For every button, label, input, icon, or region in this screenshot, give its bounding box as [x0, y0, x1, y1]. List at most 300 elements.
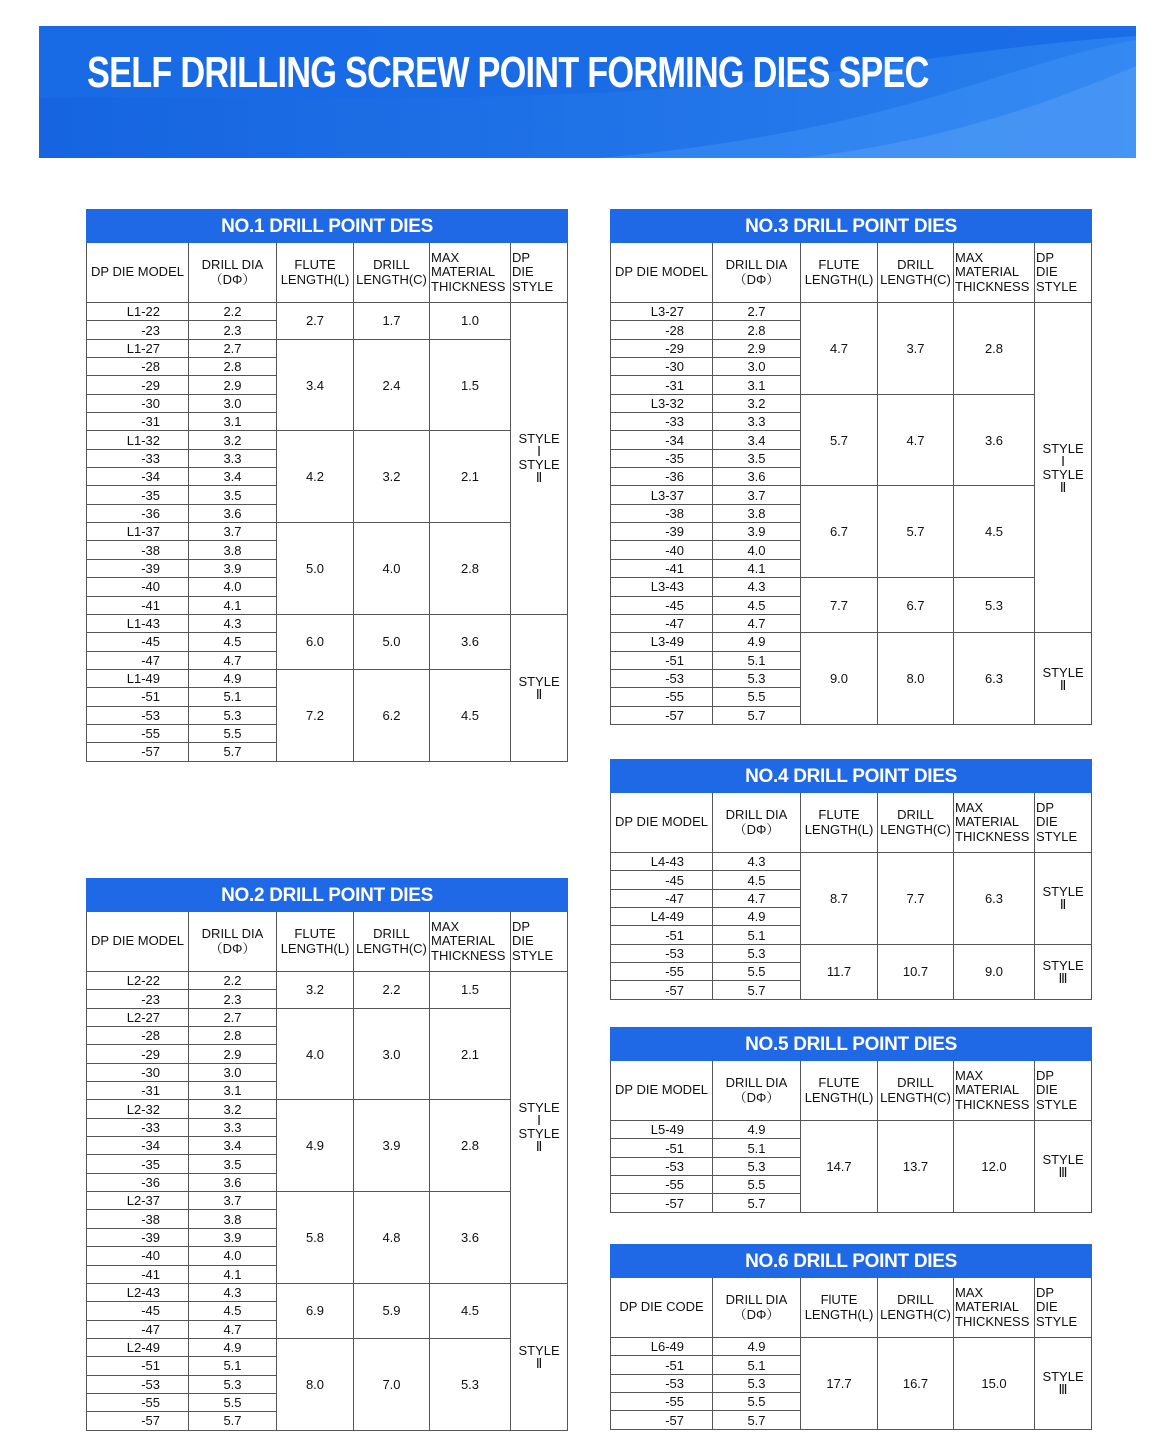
die-model-cell: -53: [611, 1157, 713, 1175]
header-max-thickness: MAX MATERIAL THICKNESS: [430, 243, 511, 303]
table-title-row: [611, 210, 1092, 243]
title-banner: [39, 26, 1136, 158]
header-flute-length: FlUTE LENGTH(L): [801, 1278, 878, 1338]
die-model-cell: -51: [87, 1357, 189, 1375]
die-model-cell: -41: [87, 1265, 189, 1283]
die-model-cell: -34: [87, 468, 189, 486]
drill-dia-cell: 2.3: [189, 990, 277, 1008]
die-model-cell: -31: [87, 1082, 189, 1100]
die-model-cell: L2-27: [87, 1008, 189, 1026]
drill-dia-cell: 5.5: [713, 1176, 801, 1194]
drill-dia-cell: 3.9: [189, 1228, 277, 1246]
drill-dia-cell: 4.1: [713, 559, 801, 577]
die-style-cell: STYLE Ⅲ: [1035, 1338, 1092, 1430]
table-header-row: [611, 243, 1092, 303]
header-die-style: DP DIE STYLE: [1035, 1278, 1092, 1338]
header-max-thickness: MAX MATERIAL THICKNESS: [430, 912, 511, 972]
drill-dia-cell: 4.3: [189, 1283, 277, 1301]
drill-dia-cell: 3.0: [713, 358, 801, 376]
die-model-cell: -57: [611, 981, 713, 999]
drill-dia-cell: 5.7: [189, 1412, 277, 1430]
die-model-cell: L1-37: [87, 523, 189, 541]
die-model-cell: -28: [87, 358, 189, 376]
die-style-cell: STYLE Ⅲ: [1035, 1121, 1092, 1213]
table-row: [87, 1338, 568, 1356]
drill-dia-cell: 5.3: [189, 1375, 277, 1393]
drill-dia-cell: 5.5: [189, 724, 277, 742]
header-drill-dia: DRILL DIA （DΦ）: [189, 243, 277, 303]
table-row: [87, 339, 568, 357]
flute-length-cell: 17.7: [801, 1338, 878, 1430]
max-thickness-cell: 2.1: [430, 431, 511, 523]
drill-dia-cell: 2.7: [189, 339, 277, 357]
die-model-cell: -31: [87, 413, 189, 431]
die-model-cell: L4-43: [611, 853, 713, 871]
table-row: [87, 1100, 568, 1118]
drill-dia-cell: 3.1: [189, 413, 277, 431]
drill-dia-cell: 2.9: [189, 376, 277, 394]
die-model-cell: -34: [87, 1137, 189, 1155]
die-model-cell: -55: [87, 1393, 189, 1411]
drill-dia-cell: 3.5: [713, 449, 801, 467]
header-drill-dia: DRILL DIA （DΦ）: [713, 243, 801, 303]
table-no4-drill-point-dies: [610, 759, 1092, 1000]
table-row: [611, 394, 1092, 412]
drill-dia-cell: 3.5: [189, 486, 277, 504]
drill-length-cell: 6.2: [354, 669, 430, 761]
die-model-cell: -45: [611, 871, 713, 889]
drill-dia-cell: 5.1: [713, 1356, 801, 1374]
flute-length-cell: 5.7: [801, 394, 878, 486]
header-drill-dia: DRILL DIA （DΦ）: [713, 793, 801, 853]
drill-dia-cell: 3.1: [713, 376, 801, 394]
drill-length-cell: 7.7: [878, 853, 954, 945]
drill-length-cell: 2.4: [354, 339, 430, 431]
die-model-cell: -38: [87, 541, 189, 559]
drill-dia-cell: 4.0: [189, 1247, 277, 1265]
drill-dia-cell: 5.7: [713, 1411, 801, 1429]
die-model-cell: -57: [611, 706, 713, 724]
drill-dia-cell: 5.1: [713, 651, 801, 669]
flute-length-cell: 3.4: [277, 339, 354, 431]
flute-length-cell: 5.0: [277, 523, 354, 615]
header-model: DP DIE MODEL: [87, 912, 189, 972]
die-style-cell: STYLE Ⅰ STYLE Ⅱ: [1035, 303, 1092, 633]
die-style-cell: STYLE Ⅱ: [511, 1283, 568, 1430]
die-model-cell: -35: [611, 449, 713, 467]
die-model-cell: -45: [87, 633, 189, 651]
drill-length-cell: 16.7: [878, 1338, 954, 1430]
die-model-cell: -41: [611, 559, 713, 577]
die-model-cell: L1-43: [87, 614, 189, 632]
die-model-cell: -39: [87, 1228, 189, 1246]
drill-length-cell: 6.7: [878, 578, 954, 633]
header-drill-length: DRILL LENGTH(C): [878, 793, 954, 853]
drill-dia-cell: 5.7: [713, 981, 801, 999]
die-model-cell: -29: [87, 376, 189, 394]
drill-length-cell: 10.7: [878, 944, 954, 999]
max-thickness-cell: 5.3: [954, 578, 1035, 633]
die-model-cell: -55: [611, 688, 713, 706]
die-style-cell: STYLE Ⅰ STYLE Ⅱ: [511, 303, 568, 615]
header-max-thickness: MAX MATERIAL THICKNESS: [954, 243, 1035, 303]
drill-dia-cell: 4.3: [189, 614, 277, 632]
drill-dia-cell: 3.1: [189, 1082, 277, 1100]
table-header-row: [611, 793, 1092, 853]
drill-dia-cell: 4.5: [713, 871, 801, 889]
table-row: [611, 1338, 1092, 1356]
table-row: [87, 1283, 568, 1301]
drill-dia-cell: 2.7: [713, 303, 801, 321]
drill-dia-cell: 4.7: [189, 651, 277, 669]
drill-dia-cell: 3.7: [189, 523, 277, 541]
die-model-cell: -57: [87, 1412, 189, 1430]
flute-length-cell: 11.7: [801, 944, 878, 999]
header-drill-dia: DRILL DIA （DΦ）: [713, 1278, 801, 1338]
die-model-cell: -45: [87, 1302, 189, 1320]
die-model-cell: -53: [87, 706, 189, 724]
header-model: DP DIE MODEL: [611, 1061, 713, 1121]
die-model-cell: -51: [611, 651, 713, 669]
flute-length-cell: 2.7: [277, 303, 354, 340]
table-header-row: [87, 243, 568, 303]
drill-dia-cell: 5.3: [713, 944, 801, 962]
die-style-cell: STYLE Ⅱ: [511, 614, 568, 761]
die-style-cell: STYLE Ⅱ: [1035, 853, 1092, 945]
drill-dia-cell: 4.7: [713, 889, 801, 907]
drill-dia-cell: 5.3: [713, 1374, 801, 1392]
drill-dia-cell: 4.3: [713, 578, 801, 596]
drill-dia-cell: 4.9: [713, 908, 801, 926]
die-model-cell: L4-49: [611, 908, 713, 926]
die-model-cell: -39: [87, 559, 189, 577]
table-row: [87, 1008, 568, 1026]
drill-dia-cell: 3.8: [189, 541, 277, 559]
die-model-cell: -55: [87, 724, 189, 742]
drill-dia-cell: 5.5: [713, 1393, 801, 1411]
header-flute-length: FLUTE LENGTH(L): [277, 912, 354, 972]
die-model-cell: L1-22: [87, 303, 189, 321]
drill-dia-cell: 3.7: [713, 486, 801, 504]
die-model-cell: -51: [611, 926, 713, 944]
drill-length-cell: 3.2: [354, 431, 430, 523]
table-title: NO.6 DRILL POINT DIES: [611, 1245, 1092, 1278]
table-no1-drill-point-dies: [86, 209, 568, 762]
drill-dia-cell: 3.6: [189, 1173, 277, 1191]
drill-length-cell: 4.0: [354, 523, 430, 615]
max-thickness-cell: 3.6: [430, 614, 511, 669]
drill-dia-cell: 3.6: [189, 504, 277, 522]
table-row: [611, 303, 1092, 321]
die-model-cell: -40: [87, 578, 189, 596]
drill-dia-cell: 5.7: [713, 706, 801, 724]
drill-dia-cell: 3.3: [189, 449, 277, 467]
drill-dia-cell: 2.9: [713, 339, 801, 357]
die-model-cell: -33: [87, 1118, 189, 1136]
table-row: [611, 944, 1092, 962]
header-flute-length: FLUTE LENGTH(L): [801, 1061, 878, 1121]
drill-dia-cell: 3.4: [189, 468, 277, 486]
table-row: [87, 972, 568, 990]
die-model-cell: -53: [611, 944, 713, 962]
die-model-cell: -55: [611, 1393, 713, 1411]
drill-length-cell: 13.7: [878, 1121, 954, 1213]
flute-length-cell: 14.7: [801, 1121, 878, 1213]
drill-length-cell: 1.7: [354, 303, 430, 340]
die-model-cell: -36: [611, 468, 713, 486]
drill-dia-cell: 3.7: [189, 1192, 277, 1210]
flute-length-cell: 4.7: [801, 303, 878, 395]
table-title: NO.3 DRILL POINT DIES: [611, 210, 1092, 243]
die-model-cell: -57: [87, 743, 189, 761]
drill-dia-cell: 3.2: [189, 431, 277, 449]
flute-length-cell: 6.9: [277, 1283, 354, 1338]
drill-length-cell: 3.7: [878, 303, 954, 395]
die-model-cell: -31: [611, 376, 713, 394]
header-model: DP DIE MODEL: [611, 243, 713, 303]
drill-dia-cell: 4.7: [713, 614, 801, 632]
header-drill-length: DRILL LENGTH(C): [354, 912, 430, 972]
die-model-cell: L2-32: [87, 1100, 189, 1118]
flute-length-cell: 5.8: [277, 1192, 354, 1284]
table-no3-drill-point-dies: [610, 209, 1092, 725]
flute-length-cell: 7.7: [801, 578, 878, 633]
drill-dia-cell: 4.0: [189, 578, 277, 596]
max-thickness-cell: 12.0: [954, 1121, 1035, 1213]
max-thickness-cell: 6.3: [954, 633, 1035, 725]
drill-dia-cell: 3.8: [713, 504, 801, 522]
table-title: NO.1 DRILL POINT DIES: [87, 210, 568, 243]
drill-dia-cell: 4.3: [713, 853, 801, 871]
drill-dia-cell: 4.5: [713, 596, 801, 614]
table-no2-drill-point-dies: [86, 878, 568, 1431]
drill-dia-cell: 5.1: [189, 688, 277, 706]
drill-dia-cell: 4.9: [713, 633, 801, 651]
die-model-cell: -36: [87, 504, 189, 522]
die-model-cell: -47: [611, 889, 713, 907]
header-die-style: DP DIE STYLE: [1035, 1061, 1092, 1121]
die-model-cell: L1-49: [87, 669, 189, 687]
table-row: [87, 1192, 568, 1210]
drill-dia-cell: 4.9: [713, 1338, 801, 1356]
die-model-cell: -51: [87, 688, 189, 706]
die-model-cell: -30: [611, 358, 713, 376]
die-model-cell: L1-27: [87, 339, 189, 357]
flute-length-cell: 6.7: [801, 486, 878, 578]
drill-dia-cell: 2.8: [189, 1027, 277, 1045]
table-header-row: [611, 1061, 1092, 1121]
drill-dia-cell: 3.5: [189, 1155, 277, 1173]
max-thickness-cell: 3.6: [430, 1192, 511, 1284]
die-model-cell: L1-32: [87, 431, 189, 449]
drill-dia-cell: 3.9: [713, 523, 801, 541]
table-row: [87, 431, 568, 449]
drill-dia-cell: 2.9: [189, 1045, 277, 1063]
max-thickness-cell: 4.5: [954, 486, 1035, 578]
drill-dia-cell: 5.3: [713, 669, 801, 687]
die-model-cell: -34: [611, 431, 713, 449]
table-row: [87, 523, 568, 541]
header-drill-length: DRILL LENGTH(C): [354, 243, 430, 303]
drill-dia-cell: 4.9: [713, 1121, 801, 1139]
drill-length-cell: 4.8: [354, 1192, 430, 1284]
table-title-row: [611, 1028, 1092, 1061]
die-model-cell: L3-43: [611, 578, 713, 596]
die-model-cell: L5-49: [611, 1121, 713, 1139]
die-model-cell: -57: [611, 1194, 713, 1212]
drill-length-cell: 5.7: [878, 486, 954, 578]
die-model-cell: -23: [87, 321, 189, 339]
die-model-cell: L3-49: [611, 633, 713, 651]
max-thickness-cell: 1.5: [430, 339, 511, 431]
flute-length-cell: 4.0: [277, 1008, 354, 1100]
header-drill-dia: DRILL DIA （DΦ）: [713, 1061, 801, 1121]
header-die-style: DP DIE STYLE: [1035, 793, 1092, 853]
die-model-cell: -45: [611, 596, 713, 614]
drill-dia-cell: 4.5: [189, 1302, 277, 1320]
drill-dia-cell: 4.9: [189, 1338, 277, 1356]
table-title-row: [87, 879, 568, 912]
drill-dia-cell: 2.2: [189, 303, 277, 321]
table-title-row: [611, 1245, 1092, 1278]
drill-dia-cell: 3.3: [713, 413, 801, 431]
die-model-cell: -51: [611, 1356, 713, 1374]
max-thickness-cell: 1.5: [430, 972, 511, 1009]
die-model-cell: -35: [87, 486, 189, 504]
max-thickness-cell: 9.0: [954, 944, 1035, 999]
header-model: DP DIE MODEL: [87, 243, 189, 303]
die-style-cell: STYLE Ⅰ STYLE Ⅱ: [511, 972, 568, 1284]
drill-dia-cell: 5.3: [713, 1157, 801, 1175]
drill-dia-cell: 4.1: [189, 1265, 277, 1283]
header-die-style: DP DIE STYLE: [511, 243, 568, 303]
die-model-cell: -33: [611, 413, 713, 431]
max-thickness-cell: 2.8: [954, 303, 1035, 395]
max-thickness-cell: 15.0: [954, 1338, 1035, 1430]
header-max-thickness: MAX MATERIAL THICKNESS: [954, 1278, 1035, 1338]
flute-length-cell: 6.0: [277, 614, 354, 669]
drill-length-cell: 3.9: [354, 1100, 430, 1192]
table-row: [611, 853, 1092, 871]
die-model-cell: -55: [611, 1176, 713, 1194]
drill-dia-cell: 5.5: [713, 963, 801, 981]
drill-dia-cell: 4.0: [713, 541, 801, 559]
table-row: [611, 1121, 1092, 1139]
table-title-row: [611, 760, 1092, 793]
die-model-cell: L6-49: [611, 1338, 713, 1356]
drill-dia-cell: 4.5: [189, 633, 277, 651]
drill-length-cell: 2.2: [354, 972, 430, 1009]
die-model-cell: -28: [611, 321, 713, 339]
drill-dia-cell: 5.5: [713, 688, 801, 706]
header-drill-length: DRILL LENGTH(C): [878, 1061, 954, 1121]
die-model-cell: -35: [87, 1155, 189, 1173]
drill-dia-cell: 5.7: [189, 743, 277, 761]
die-model-cell: -53: [87, 1375, 189, 1393]
drill-dia-cell: 3.3: [189, 1118, 277, 1136]
flute-length-cell: 3.2: [277, 972, 354, 1009]
max-thickness-cell: 5.3: [430, 1338, 511, 1430]
flute-length-cell: 4.2: [277, 431, 354, 523]
die-model-cell: -36: [87, 1173, 189, 1191]
die-style-cell: STYLE Ⅲ: [1035, 944, 1092, 999]
drill-dia-cell: 2.7: [189, 1008, 277, 1026]
header-flute-length: FLUTE LENGTH(L): [277, 243, 354, 303]
header-model: DP DIE CODE: [611, 1278, 713, 1338]
table-no6-drill-point-dies: [610, 1244, 1092, 1430]
max-thickness-cell: 3.6: [954, 394, 1035, 486]
drill-dia-cell: 3.0: [189, 1063, 277, 1081]
header-model: DP DIE MODEL: [611, 793, 713, 853]
max-thickness-cell: 1.0: [430, 303, 511, 340]
table-title-row: [87, 210, 568, 243]
page-title: SELF DRILLING SCREW POINT FORMING DIES SPEC: [87, 48, 929, 97]
die-style-cell: STYLE Ⅱ: [1035, 633, 1092, 725]
header-drill-length: DRILL LENGTH(C): [878, 243, 954, 303]
header-max-thickness: MAX MATERIAL THICKNESS: [954, 793, 1035, 853]
drill-dia-cell: 5.1: [189, 1357, 277, 1375]
max-thickness-cell: 4.5: [430, 1283, 511, 1338]
die-model-cell: -29: [87, 1045, 189, 1063]
drill-dia-cell: 3.2: [713, 394, 801, 412]
drill-dia-cell: 5.7: [713, 1194, 801, 1212]
drill-dia-cell: 3.4: [189, 1137, 277, 1155]
die-model-cell: -39: [611, 523, 713, 541]
drill-dia-cell: 3.4: [713, 431, 801, 449]
die-model-cell: -38: [87, 1210, 189, 1228]
die-model-cell: -28: [87, 1027, 189, 1045]
die-model-cell: -40: [611, 541, 713, 559]
table-title: NO.2 DRILL POINT DIES: [87, 879, 568, 912]
drill-dia-cell: 3.8: [189, 1210, 277, 1228]
header-max-thickness: MAX MATERIAL THICKNESS: [954, 1061, 1035, 1121]
die-model-cell: -57: [611, 1411, 713, 1429]
die-model-cell: -53: [611, 1374, 713, 1392]
header-flute-length: FLUTE LENGTH(L): [801, 243, 878, 303]
die-model-cell: L2-43: [87, 1283, 189, 1301]
max-thickness-cell: 6.3: [954, 853, 1035, 945]
max-thickness-cell: 2.8: [430, 1100, 511, 1192]
die-model-cell: -40: [87, 1247, 189, 1265]
table-no5-drill-point-dies: [610, 1027, 1092, 1213]
flute-length-cell: 7.2: [277, 669, 354, 761]
drill-dia-cell: 5.3: [189, 706, 277, 724]
drill-dia-cell: 5.1: [713, 1139, 801, 1157]
flute-length-cell: 4.9: [277, 1100, 354, 1192]
table-row: [611, 486, 1092, 504]
die-model-cell: -30: [87, 394, 189, 412]
die-model-cell: -30: [87, 1063, 189, 1081]
drill-length-cell: 5.9: [354, 1283, 430, 1338]
table-row: [87, 614, 568, 632]
die-model-cell: L2-49: [87, 1338, 189, 1356]
drill-length-cell: 5.0: [354, 614, 430, 669]
table-header-row: [611, 1278, 1092, 1338]
header-flute-length: FLUTE LENGTH(L): [801, 793, 878, 853]
flute-length-cell: 9.0: [801, 633, 878, 725]
drill-dia-cell: 5.5: [189, 1393, 277, 1411]
drill-dia-cell: 4.1: [189, 596, 277, 614]
table-row: [611, 633, 1092, 651]
drill-dia-cell: 2.2: [189, 972, 277, 990]
header-die-style: DP DIE STYLE: [1035, 243, 1092, 303]
drill-dia-cell: 2.3: [189, 321, 277, 339]
drill-dia-cell: 2.8: [713, 321, 801, 339]
die-model-cell: -47: [87, 651, 189, 669]
drill-dia-cell: 2.8: [189, 358, 277, 376]
flute-length-cell: 8.0: [277, 1338, 354, 1430]
drill-length-cell: 8.0: [878, 633, 954, 725]
